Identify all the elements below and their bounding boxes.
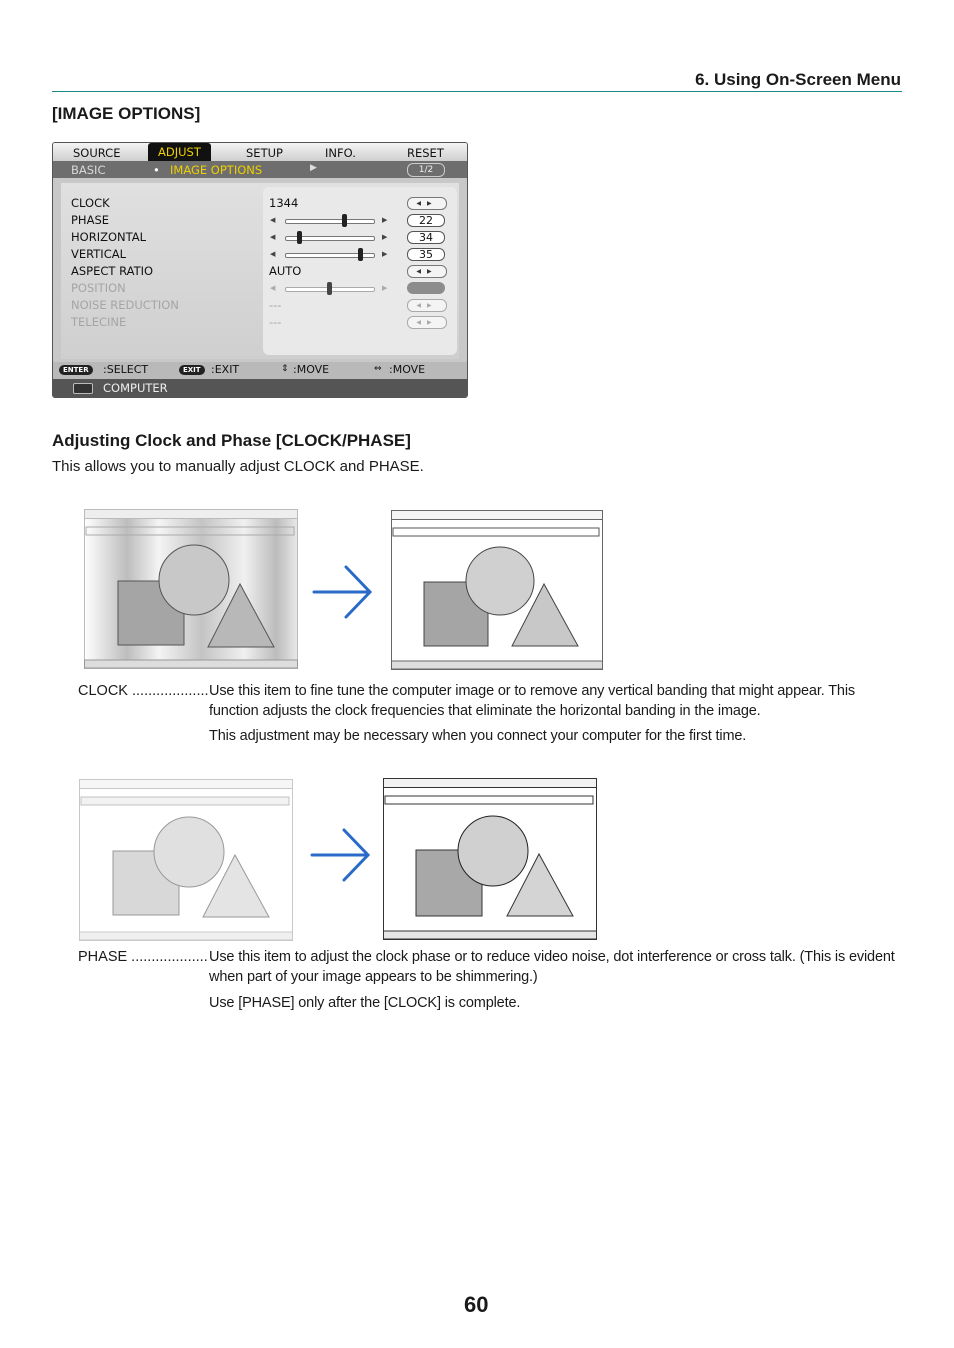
triangle-right-icon[interactable]: ▶ — [382, 250, 388, 258]
triangle-left-icon[interactable]: ◀ — [270, 233, 276, 241]
clock-term: CLOCK ................... — [78, 683, 209, 699]
osd-tab-info[interactable]: INFO. — [325, 146, 356, 160]
osd-tab-reset[interactable]: RESET — [407, 146, 444, 160]
section-title: [IMAGE OPTIONS] — [52, 104, 201, 123]
osd-label-position: POSITION — [71, 281, 126, 295]
phase-desc-1: Use this item to adjust the clock phase or to reduce video noise, dot interference or cross talk. (This is evident when part of your image appears to be shimmering.) — [209, 949, 895, 985]
phase-desc-2: Use [PHASE] only after the [CLOCK] is complete. — [209, 995, 521, 1011]
osd-subtab-bar — [53, 161, 467, 178]
chapter-heading: 6. Using On-Screen Menu — [695, 70, 901, 89]
osd-telecine-adjust-buttons: ◀▶ — [407, 316, 447, 329]
osd-label-noise-reduction: NOISE REDUCTION — [71, 298, 179, 312]
page-number: 60 — [464, 1292, 489, 1317]
triangle-right-icon: ▶ — [382, 284, 388, 292]
osd-body — [61, 183, 459, 359]
osd-value-horizontal: 34 — [407, 231, 445, 244]
osd-label-horizontal: HORIZONTAL — [71, 230, 147, 244]
left-right-arrow-icon: ⇔ — [374, 364, 382, 374]
triangle-left-icon: ◀ — [270, 284, 276, 292]
osd-value-clock: 1344 — [269, 196, 299, 210]
osd-footer-select: :SELECT — [103, 363, 149, 376]
osd-footer-move-horizontal: :MOVE — [389, 363, 426, 376]
triangle-left-icon[interactable]: ◀ — [270, 250, 276, 258]
exit-key-icon: EXIT — [179, 365, 205, 375]
header-rule — [52, 91, 902, 92]
arrow-right-icon — [310, 563, 374, 621]
osd-value-telecine: --- — [269, 315, 282, 329]
osd-menu — [52, 142, 468, 398]
osd-value-noise-reduction: --- — [269, 298, 282, 312]
osd-value-aspect-ratio: AUTO — [269, 264, 302, 278]
osd-vertical-slider-knob[interactable] — [358, 248, 363, 261]
phase-after-figure — [383, 778, 597, 940]
bullet-icon: • — [153, 163, 160, 177]
osd-noise-adjust-buttons: ◀▶ — [407, 299, 447, 312]
osd-position-slider-knob — [327, 282, 332, 295]
triangle-right-icon[interactable]: ▶ — [382, 233, 388, 241]
osd-tab-bar — [53, 143, 467, 161]
osd-phase-slider-knob[interactable] — [342, 214, 347, 227]
osd-tab-adjust[interactable]: ADJUST — [148, 143, 211, 161]
osd-source-name: COMPUTER — [103, 381, 168, 395]
osd-footer-move-vertical: :MOVE — [293, 363, 330, 376]
osd-subtab-image-options[interactable]: IMAGE OPTIONS — [170, 163, 263, 177]
osd-phase-slider[interactable] — [285, 219, 375, 224]
subsection-title: Adjusting Clock and Phase [CLOCK/PHASE] — [52, 431, 411, 450]
osd-page-indicator: 1/2 — [407, 163, 445, 177]
clock-desc-1: Use this item to fine tune the computer image or to remove any vertical banding that might appear. This function adjusts the clock frequencies that eliminate the horizontal banding in the image. — [209, 683, 855, 719]
osd-label-aspect-ratio: ASPECT RATIO — [71, 264, 154, 278]
clock-desc-2: This adjustment may be necessary when you connect your computer for the first time. — [209, 728, 747, 744]
osd-aspect-adjust-buttons[interactable]: ◀▶ — [407, 265, 447, 278]
osd-source-bar — [53, 379, 467, 397]
arrow-right-icon — [308, 826, 372, 884]
triangle-right-icon: ▶ — [310, 163, 317, 173]
intro-text: This allows you to manually adjust CLOCK and PHASE. — [52, 458, 424, 475]
up-down-arrow-icon: ⇕ — [281, 364, 289, 374]
osd-label-phase: PHASE — [71, 213, 110, 227]
osd-position-pill — [407, 282, 445, 294]
osd-label-clock: CLOCK — [71, 196, 110, 210]
osd-value-phase: 22 — [407, 214, 445, 227]
clock-before-figure — [84, 509, 298, 669]
clock-after-figure — [391, 510, 603, 670]
triangle-left-icon[interactable]: ◀ — [270, 216, 276, 224]
osd-tab-setup[interactable]: SETUP — [246, 146, 283, 160]
triangle-right-icon[interactable]: ▶ — [382, 216, 388, 224]
osd-footer-exit: :EXIT — [211, 363, 240, 376]
osd-horizontal-slider-knob[interactable] — [297, 231, 302, 244]
osd-subtab-basic[interactable]: BASIC — [71, 163, 106, 177]
osd-clock-adjust-buttons[interactable]: ◀▶ — [407, 197, 447, 210]
osd-tab-source[interactable]: SOURCE — [73, 146, 121, 160]
computer-port-icon — [73, 383, 93, 394]
phase-before-figure — [79, 779, 293, 941]
osd-label-telecine: TELECINE — [71, 315, 127, 329]
osd-footer — [53, 362, 467, 379]
enter-key-icon: ENTER — [59, 365, 93, 375]
osd-label-vertical: VERTICAL — [71, 247, 127, 261]
osd-value-vertical: 35 — [407, 248, 445, 261]
phase-term: PHASE ................... — [78, 949, 208, 965]
